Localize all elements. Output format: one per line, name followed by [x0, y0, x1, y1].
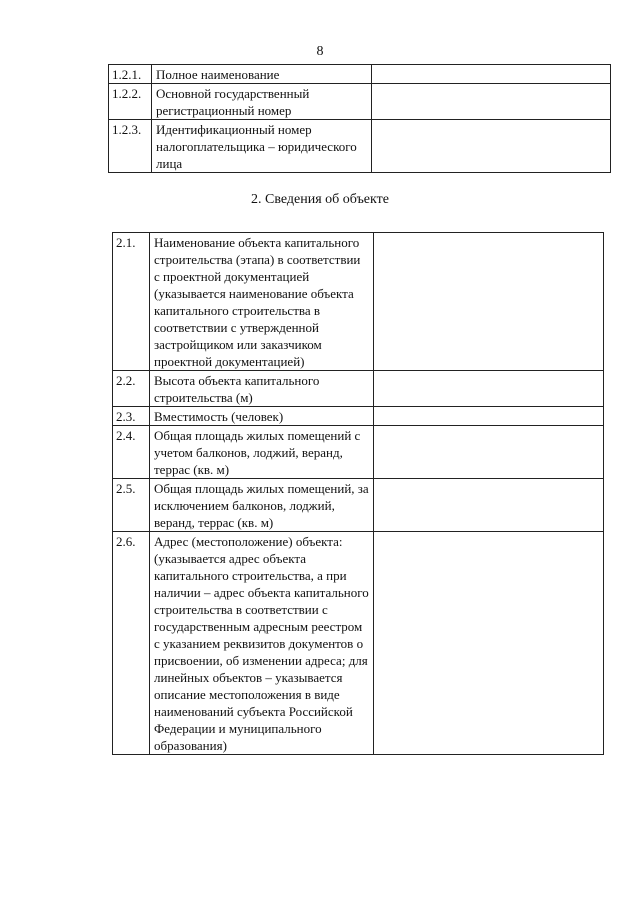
row-value-field[interactable] — [374, 479, 604, 532]
row-number: 2.2. — [113, 371, 150, 407]
row-number: 2.1. — [113, 233, 150, 371]
table-row — [113, 233, 604, 371]
table-row — [113, 407, 604, 426]
row-number: 2.3. — [113, 407, 150, 426]
row-label: Общая площадь жилых помещений, за исключением балконов, лоджий, веранд, террас (кв. м) — [150, 479, 374, 532]
row-value-field[interactable] — [372, 84, 611, 120]
row-value-field[interactable] — [374, 371, 604, 407]
object-info-table — [112, 232, 604, 755]
row-label: Основной государственный регистрационный номер — [152, 84, 372, 120]
row-number: 1.2.3. — [109, 120, 152, 173]
table-row — [113, 479, 604, 532]
row-number: 2.5. — [113, 479, 150, 532]
row-number: 1.2.1. — [109, 65, 152, 84]
row-label: Полное наименование — [152, 65, 372, 84]
table-row — [113, 371, 604, 407]
row-number: 2.6. — [113, 532, 150, 755]
row-label: Высота объекта капитального строительства (м) — [150, 371, 374, 407]
row-label: Наименование объекта капитального строительства (этапа) в соответствии с проектной документацией (указывается наименование объекта капитального строительства в соответствии с утвержденной застройщиком или заказчиком проектной документацией) — [150, 233, 374, 371]
section-title: 2. Сведения об объекте — [251, 192, 389, 207]
row-label: Общая площадь жилых помещений с учетом балконов, лоджий, веранд, террас (кв. м) — [150, 426, 374, 479]
table-row — [109, 84, 611, 120]
page-number: 8 — [316, 44, 324, 59]
applicant-info-table — [108, 64, 611, 173]
row-number: 1.2.2. — [109, 84, 152, 120]
table-row — [109, 120, 611, 173]
row-value-field[interactable] — [374, 407, 604, 426]
row-label: Вместимость (человек) — [150, 407, 374, 426]
row-value-field[interactable] — [372, 65, 611, 84]
row-value-field[interactable] — [372, 120, 611, 173]
table-row — [113, 426, 604, 479]
table-row — [109, 65, 611, 84]
row-number: 2.4. — [113, 426, 150, 479]
table-row — [113, 532, 604, 755]
row-value-field[interactable] — [374, 233, 604, 371]
row-label: Адрес (местоположение) объекта: (указывается адрес объекта капитального строительства, а при наличии – адрес объекта капитального строительства в соответствии с государственным адресным реестром с указанием реквизитов документов о присвоении, об изменении адреса; для линейных объектов – указывается описание местоположения в виде наименований субъекта Российской Федерации и муниципального образования) — [150, 532, 374, 755]
row-value-field[interactable] — [374, 426, 604, 479]
row-label: Идентификационный номер налогоплательщика – юридического лица — [152, 120, 372, 173]
row-value-field[interactable] — [374, 532, 604, 755]
